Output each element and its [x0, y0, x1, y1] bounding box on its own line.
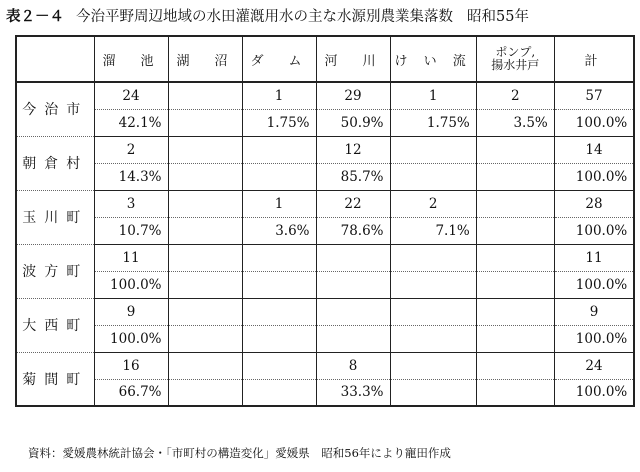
municipality-name: 朝倉村 — [16, 136, 94, 190]
table-row-counts — [16, 352, 634, 379]
header-cell: 河 川 — [316, 36, 390, 82]
count-cell — [168, 190, 242, 217]
count-cell: 2 — [94, 136, 168, 163]
percent-cell — [390, 325, 476, 352]
count-cell — [476, 136, 554, 163]
percent-cell: 100.0% — [554, 109, 634, 136]
percent-cell — [476, 163, 554, 190]
percent-cell: 50.9% — [316, 109, 390, 136]
percent-cell — [390, 163, 476, 190]
percent-cell — [390, 379, 476, 406]
count-cell: 11 — [94, 244, 168, 271]
table-row-counts — [16, 244, 634, 271]
table-title-text: 今治平野周辺地域の水田灌漑用水の主な水源別農業集落数 — [76, 9, 453, 25]
percent-cell: 100.0% — [94, 325, 168, 352]
count-cell: 12 — [316, 136, 390, 163]
percent-cell — [242, 271, 316, 298]
percent-cell — [168, 109, 242, 136]
percent-cell: 1.75% — [390, 109, 476, 136]
municipality-name: 今治市 — [16, 82, 94, 136]
count-cell — [390, 352, 476, 379]
count-cell: 28 — [554, 190, 634, 217]
table-row-percent — [16, 325, 634, 352]
count-cell — [168, 352, 242, 379]
count-cell: 3 — [94, 190, 168, 217]
count-cell: 1 — [242, 82, 316, 109]
table-era: 昭和55年 — [467, 9, 529, 25]
header-row — [16, 36, 634, 82]
table-title — [6, 6, 636, 28]
percent-cell — [242, 325, 316, 352]
table-number: 表２－４ — [6, 9, 64, 25]
header-cell: 溜 池 — [94, 36, 168, 82]
percent-cell — [316, 325, 390, 352]
percent-cell — [316, 271, 390, 298]
count-cell: 1 — [390, 82, 476, 109]
percent-cell: 100.0% — [554, 163, 634, 190]
percent-cell: 78.6% — [316, 217, 390, 244]
percent-cell — [242, 379, 316, 406]
count-cell: 2 — [390, 190, 476, 217]
table-row-percent — [16, 109, 634, 136]
percent-cell: 42.1% — [94, 109, 168, 136]
municipality-name: 波方町 — [16, 244, 94, 298]
count-cell — [390, 136, 476, 163]
count-cell — [316, 298, 390, 325]
count-cell: 9 — [554, 298, 634, 325]
percent-cell: 100.0% — [554, 217, 634, 244]
header-corner — [16, 36, 94, 82]
percent-cell — [168, 325, 242, 352]
count-cell — [242, 136, 316, 163]
percent-cell — [476, 379, 554, 406]
percent-cell — [168, 217, 242, 244]
municipality-name: 大西町 — [16, 298, 94, 352]
percent-cell: 1.75% — [242, 109, 316, 136]
percent-cell — [242, 163, 316, 190]
count-cell — [242, 298, 316, 325]
percent-cell — [476, 325, 554, 352]
table-row-percent — [16, 217, 634, 244]
percent-cell: 100.0% — [94, 271, 168, 298]
header-cell: ダ ム — [242, 36, 316, 82]
header-cell: 計 — [554, 36, 634, 82]
percent-cell — [168, 271, 242, 298]
count-cell: 29 — [316, 82, 390, 109]
source-note: 資料：愛媛農林統計協会・「市町村の構造変化」愛媛県 昭和56年により寵田作成 — [28, 446, 451, 460]
percent-cell: 100.0% — [554, 271, 634, 298]
municipality-name: 菊間町 — [16, 352, 94, 406]
count-cell: 1 — [242, 190, 316, 217]
count-cell: 24 — [94, 82, 168, 109]
table-row-counts — [16, 136, 634, 163]
irrigation-source-table — [15, 35, 635, 407]
percent-cell: 85.7% — [316, 163, 390, 190]
count-cell — [168, 136, 242, 163]
table-row-percent — [16, 379, 634, 406]
table-row-counts — [16, 190, 634, 217]
percent-cell: 100.0% — [554, 379, 634, 406]
percent-cell: 3.6% — [242, 217, 316, 244]
count-cell: 22 — [316, 190, 390, 217]
count-cell: 9 — [94, 298, 168, 325]
header-cell: 湖 沼 — [168, 36, 242, 82]
count-cell — [390, 298, 476, 325]
count-cell — [242, 244, 316, 271]
percent-cell: 7.1% — [390, 217, 476, 244]
percent-cell — [476, 271, 554, 298]
percent-cell — [390, 271, 476, 298]
count-cell — [476, 190, 554, 217]
count-cell: 11 — [554, 244, 634, 271]
percent-cell: 14.3% — [94, 163, 168, 190]
header-cell: ポンプ, 揚水井戸 — [476, 36, 554, 82]
count-cell — [390, 244, 476, 271]
percent-cell: 33.3% — [316, 379, 390, 406]
percent-cell — [168, 163, 242, 190]
percent-cell: 66.7% — [94, 379, 168, 406]
table-row-counts — [16, 298, 634, 325]
count-cell — [476, 244, 554, 271]
table-row-counts — [16, 82, 634, 109]
percent-cell: 10.7% — [94, 217, 168, 244]
header-cell: け い 流 — [390, 36, 476, 82]
table-row-percent — [16, 271, 634, 298]
count-cell — [476, 352, 554, 379]
municipality-name: 玉川町 — [16, 190, 94, 244]
percent-cell: 100.0% — [554, 325, 634, 352]
percent-cell — [476, 217, 554, 244]
count-cell: 57 — [554, 82, 634, 109]
count-cell: 2 — [476, 82, 554, 109]
count-cell: 14 — [554, 136, 634, 163]
count-cell — [168, 244, 242, 271]
count-cell: 16 — [94, 352, 168, 379]
count-cell — [242, 352, 316, 379]
count-cell: 24 — [554, 352, 634, 379]
table-row-percent — [16, 163, 634, 190]
count-cell — [168, 298, 242, 325]
count-cell — [168, 82, 242, 109]
percent-cell: 3.5% — [476, 109, 554, 136]
count-cell — [316, 244, 390, 271]
percent-cell — [168, 379, 242, 406]
count-cell: 8 — [316, 352, 390, 379]
count-cell — [476, 298, 554, 325]
